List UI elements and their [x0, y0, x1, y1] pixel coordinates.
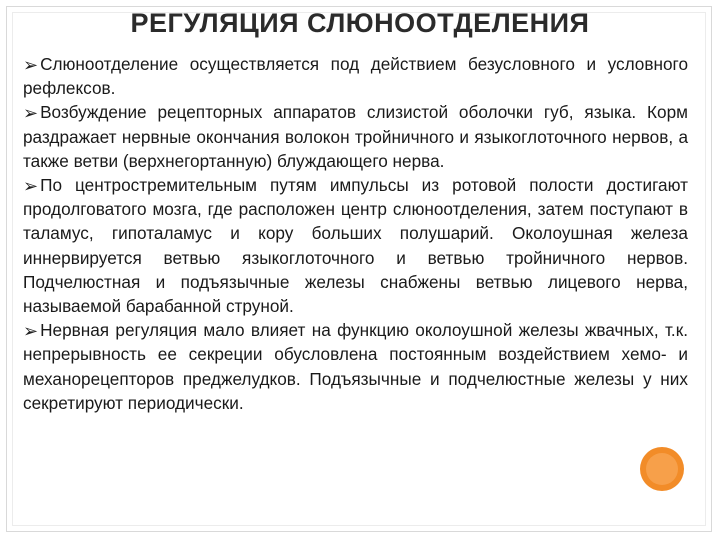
arrow-bullet-icon: ➢ — [23, 55, 39, 75]
slide-body — [23, 52, 688, 415]
paragraph-text: Слюноотделение осуществляется под действием безусловного и условного рефлексов. — [23, 54, 688, 99]
arrow-bullet-icon: ➢ — [23, 103, 39, 124]
slide-title: РЕГУЛЯЦИЯ СЛЮНООТДЕЛЕНИЯ — [130, 8, 590, 38]
paragraph-text: Нервная регуляция мало влияет на функцию околоушной железы жвачных, т.к. непрерывность ее секреции обусловлена постоянным воздействием хемо- и механорецепторов преджелудков. Подъязычные и подчелюстные железы у них секретируют периодически. — [23, 320, 688, 413]
bullet-paragraph — [23, 100, 688, 173]
paragraph-text: По центростремительным путям импульсы из ротовой полости достигают продолговатого мозга, где расположен центр слюноотделения, затем поступают в таламус, гипоталамус и кору больших полушарий. Околоушная железа иннервируется ветвью языкоглоточного и ветвью тройничного нервов. Подчелюстная и подъязычные железы снабжены ветвью лицевого нерва, называемой барабанной струной. — [23, 175, 688, 317]
bullet-paragraph — [23, 318, 688, 415]
paragraph-text: Возбуждение рецепторных аппаратов слизистой оболочки губ, языка. Корм раздражает нервные окончания волокон тройничного и языкоглоточного нервов, а также ветви (верхнегортанную) блуждающего нерва. — [23, 102, 688, 171]
decorative-circle — [640, 447, 684, 491]
decorative-circle-inner — [646, 453, 678, 485]
bullet-paragraph — [23, 52, 688, 100]
arrow-bullet-icon: ➢ — [23, 321, 39, 342]
bullet-paragraph — [23, 173, 688, 318]
arrow-bullet-icon: ➢ — [23, 176, 39, 197]
